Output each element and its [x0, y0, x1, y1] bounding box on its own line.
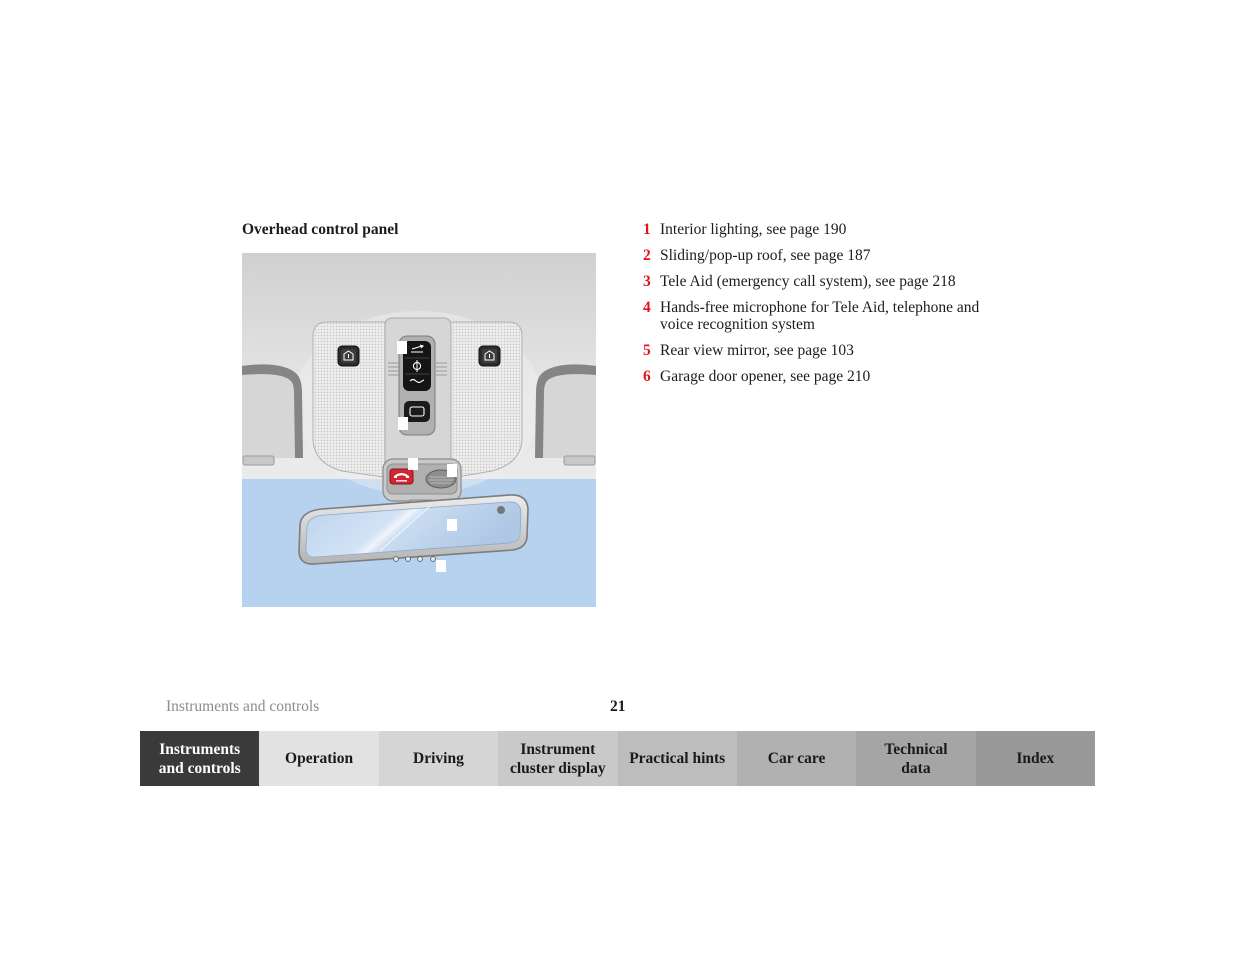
callout-marker: [397, 341, 407, 354]
callout-marker: [447, 519, 457, 531]
tab-instrument-cluster-display[interactable]: Instrument cluster display: [498, 731, 617, 786]
tab-practical-hints[interactable]: Practical hints: [618, 731, 737, 786]
item-text: Rear view mirror, see page 103: [660, 342, 854, 359]
legend-list: [643, 221, 1003, 394]
tab-instruments-and-controls[interactable]: Instruments and controls: [140, 731, 259, 786]
interior-light-button-icon: [338, 346, 359, 366]
tele-aid-sos-button-icon: [390, 469, 413, 484]
list-item: [643, 342, 1003, 359]
chapter-nav: [140, 731, 1095, 786]
item-number: 1: [643, 221, 651, 238]
list-item: [643, 273, 1003, 290]
list-item: [643, 247, 1003, 264]
list-item: [643, 368, 1003, 385]
tab-technical-data[interactable]: Technical data: [856, 731, 975, 786]
list-item: [643, 299, 1003, 333]
tab-driving[interactable]: Driving: [379, 731, 498, 786]
item-text: Sliding/pop-up roof, see page 187: [660, 247, 871, 264]
item-text: Garage door opener, see page 210: [660, 368, 871, 385]
item-number: 3: [643, 273, 651, 290]
callout-marker: [408, 458, 418, 470]
list-item: [643, 221, 1003, 238]
page-number: 21: [610, 698, 626, 715]
left-grab-handle: [242, 364, 303, 465]
item-number: 2: [643, 247, 651, 264]
interior-light-button-icon: [479, 346, 500, 366]
tab-operation[interactable]: Operation: [259, 731, 378, 786]
tab-index[interactable]: Index: [976, 731, 1095, 786]
callout-marker: [436, 560, 446, 572]
item-text: Interior lighting, see page 190: [660, 221, 847, 238]
item-number: 5: [643, 342, 651, 359]
overhead-panel-illustration: [242, 253, 596, 607]
sunroof-rocker-switch-icon: [403, 341, 431, 391]
item-number: 6: [643, 368, 651, 385]
item-number: 4: [643, 299, 651, 316]
tab-car-care[interactable]: Car care: [737, 731, 856, 786]
overhead-panel-figure: [242, 253, 596, 607]
callout-marker: [447, 464, 457, 477]
callout-marker: [398, 417, 408, 430]
item-text: Tele Aid (emergency call system), see page 218: [660, 273, 956, 290]
footer-section-name: Instruments and controls: [166, 698, 320, 715]
item-text: Hands-free microphone for Tele Aid, telephone and voice recognition system: [660, 299, 980, 333]
right-grab-handle: [535, 364, 596, 465]
section-heading: Overhead control panel: [242, 221, 399, 238]
